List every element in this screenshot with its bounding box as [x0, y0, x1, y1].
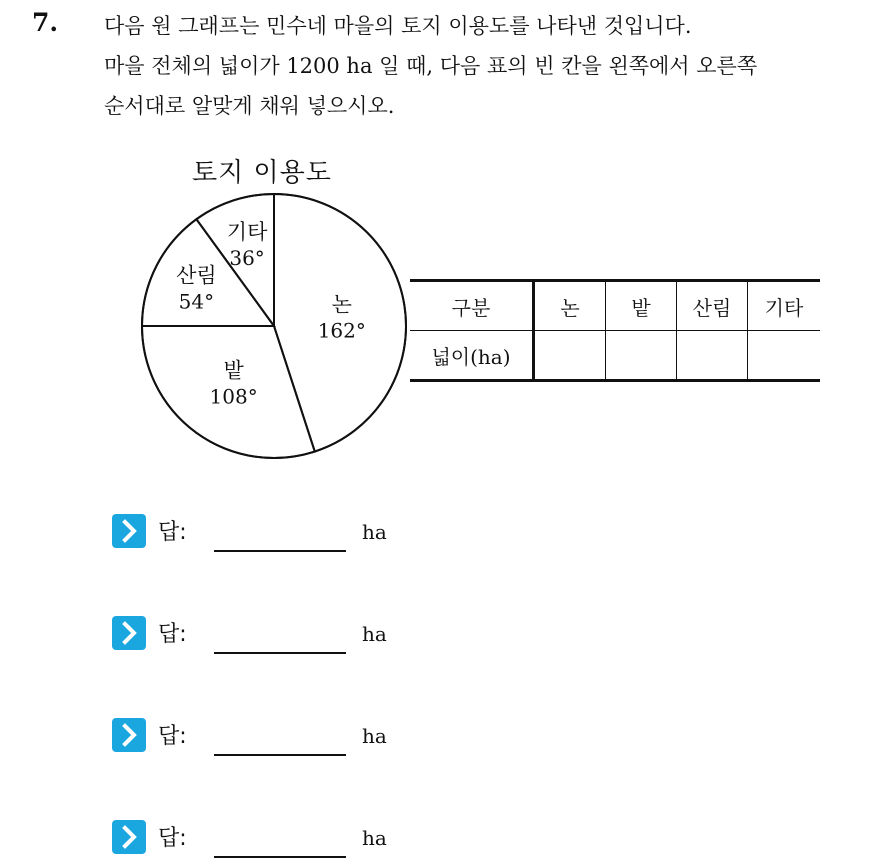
question-text-line-3: 순서대로 알맞게 채워 넣으시오.	[104, 94, 395, 118]
pie-chart	[130, 190, 410, 470]
chart-title: 토지 이용도	[192, 158, 332, 188]
answer-input-1[interactable]	[214, 550, 346, 552]
table-header-category: 구분	[410, 281, 534, 331]
answer-input-3[interactable]	[214, 754, 346, 756]
question-text-line-1: 다음 원 그래프는 민수네 마을의 토지 이용도를 나타낸 것입니다.	[104, 14, 692, 38]
table-cell-other[interactable]	[748, 331, 821, 381]
answer-input-4[interactable]	[214, 856, 346, 858]
answer-unit: ha	[362, 826, 387, 850]
table-cell-rice-paddy[interactable]	[534, 331, 606, 381]
answer-unit: ha	[362, 724, 387, 748]
pie-value-rice-paddy: 162°	[317, 318, 366, 343]
answer-label: 답:	[158, 520, 187, 545]
table-header-forest: 산림	[677, 281, 748, 331]
chevron-right-icon	[112, 718, 146, 752]
pie-label-forest: 산림	[176, 263, 217, 288]
answer-input-2[interactable]	[214, 652, 346, 654]
answer-row-1	[112, 514, 412, 554]
table-cell-field[interactable]	[606, 331, 677, 381]
chevron-right-icon	[112, 820, 146, 854]
pie-value-field: 108°	[209, 384, 258, 409]
answer-unit: ha	[362, 520, 387, 544]
pie-label-rice-paddy: 논	[331, 292, 352, 317]
table-row-label: 넓이(ha)	[410, 331, 534, 381]
answer-label: 답:	[158, 724, 187, 749]
table-header-field: 밭	[606, 281, 677, 331]
answer-row-3	[112, 718, 412, 758]
table-header-rice-paddy: 논	[534, 281, 606, 331]
answer-label: 답:	[158, 622, 187, 647]
answer-label: 답:	[158, 826, 187, 851]
table-header-row	[410, 281, 820, 331]
question-text-line-2: 마을 전체의 넓이가 1200 ha 일 때, 다음 표의 빈 칸을 왼쪽에서 오른쪽	[104, 54, 758, 78]
question-number: 7.	[32, 8, 59, 37]
pie-value-other: 36°	[229, 246, 265, 271]
answer-row-4	[112, 820, 412, 860]
land-use-table	[410, 279, 820, 382]
table-header-other: 기타	[748, 281, 821, 331]
pie-value-forest: 54°	[178, 289, 215, 314]
table-area-row	[410, 331, 820, 381]
answer-row-2	[112, 616, 412, 656]
chevron-right-icon	[112, 514, 146, 548]
pie-label-other: 기타	[226, 220, 268, 245]
answer-unit: ha	[362, 622, 387, 646]
table-cell-forest[interactable]	[677, 331, 748, 381]
chevron-right-icon	[112, 616, 146, 650]
pie-label-field: 밭	[223, 358, 244, 383]
